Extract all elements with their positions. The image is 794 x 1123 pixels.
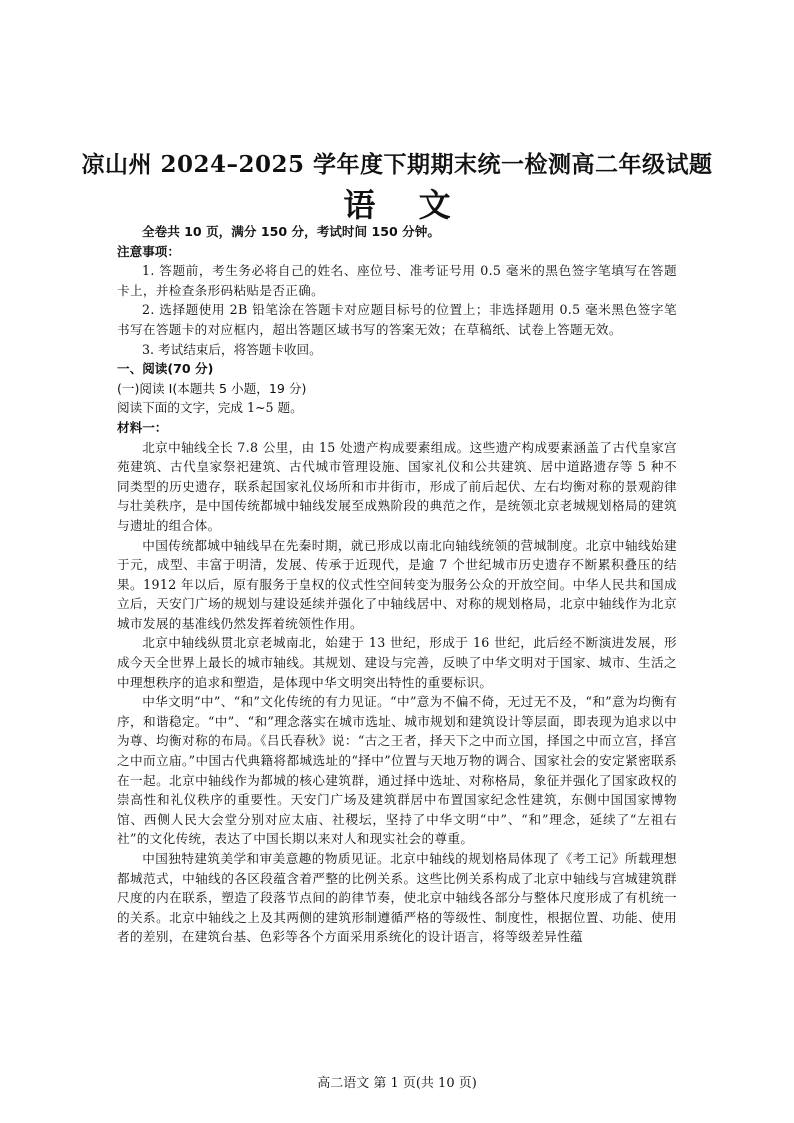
- section-subheading: (一)阅读 Ⅰ(本题共 5 小题，19 分): [117, 380, 307, 396]
- paragraph: 北京中轴线全长 7.8 公里，由 15 处遗产构成要素组成。这些遗产构成要素涵盖了古代皇家宫苑建筑、古代皇家祭祀建筑、古代城市管理设施、国家礼仪和公共建筑、居中道路遗存等 5 种不同类型的历史遗存，联系起国家礼仪场所和市井街市，形成了前后起伏、左右均衡对称的景观韵律与壮美秩序，是中国传统都城中轴线发展至成熟阶段的典范之作，是统领北京老城规划格局的建筑与遗址的组合体。: [117, 439, 677, 533]
- paragraph: 中华文明“中”、“和”文化传统的有力见证。“中”意为不偏不倚，无过无不及，“和”意为均衡有序，和谐稳定。“中”、“和”理念落实在城市选址、城市规划和建筑设计等层面，即表现为追求以中为尊、均衡对称的布局。《吕氏春秋》说：“古之王者，择天下之中而立国，择国之中而立宫，择宫之中而立庙。”中国古代典籍将都城选址的“择中”位置与天地万物的调合、国家社会的安定紧密联系在一起。北京中轴线作为都城的核心建筑群，通过择中选址、对称格局，象征并强化了国家政权的崇高性和礼仪秩序的重要性。天安门广场及建筑群居中布置国家纪念性建筑，东侧中国国家博物馆、西侧人民大会堂分别对应太庙、社稷坛，坚持了中华文明“中”、“和”理念，延续了“左祖右社”的文化传统，表达了中国长期以来对人和现实社会的尊重。: [117, 694, 677, 847]
- exam-info: 全卷共 10 页，满分 150 分，考试时间 150 分钟。: [142, 224, 440, 239]
- notice-heading: 注意事项：: [117, 243, 180, 259]
- paragraph: 中国独特建筑美学和审美意趣的物质见证。北京中轴线的规划格局体现了《考工记》所载理想都城范式，中轴线的各区段蕴含着严整的比例关系。这些比例关系构成了北京中轴线与宫城建筑群尺度的内在联系，塑造了段落节点间的韵律节奏，使北京中轴线各部分与整体尺度形成了有机统一的关系。北京中轴线之上及其两侧的建筑形制遵循严格的等级性、制度性，根据位置、功能、使用者的差别，在建筑台基、色彩等各个方面采用系统化的设计语言，将等级差异性蕴: [117, 851, 677, 945]
- paragraph: 中国传统都城中轴线早在先秦时期，就已形成以南北向轴线统领的营城制度。北京中轴线始建于元，成型、丰富于明清，发展、传承于近现代，是逾 7 个世纪城市历史遗存不断累积叠压的结果。1912 年以后，原有服务于皇权的仪式性空间转变为服务公众的开放空间。中华人民共和国成立后，天安门广场的规划与建设延续并强化了中轴线居中、对称的规划格局，北京中轴线作为北京城市发展的基准线仍然发挥着统领性作用。: [117, 537, 677, 631]
- page-body: [117, 222, 677, 947]
- subject-title: 语 文: [343, 186, 467, 224]
- notice-item-1: 1. 答题前，考生务必将自己的姓名、座位号、准考证号用 0.5 毫米的黑色签字笔填写在答题卡上，并检查条形码粘贴是否正确。: [117, 263, 677, 298]
- section-instruction: 阅读下面的文字，完成 1~5 题。: [117, 400, 303, 416]
- page-footer: 高二语文 第 1 页(共 10 页): [317, 1076, 477, 1091]
- notice-item-2: 2. 选择题使用 2B 铅笔涂在答题卡对应题目标号的位置上；非选择题用 0.5 毫米黑色签字笔书写在答题卡的对应框内，超出答题区域书写的答案无效；在草稿纸、试卷上答题无效。: [117, 302, 677, 337]
- section-heading: 一、阅读(70 分): [117, 361, 214, 377]
- material-label: 材料一：: [117, 419, 168, 435]
- paragraph: 北京中轴线纵贯北京老城南北，始建于 13 世纪，形成于 16 世纪，此后经不断演进发展，形成今天全世界上最长的城市轴线。其规划、建设与完善，反映了中华文明对于国家、城市、生活之中理想秩序的追求和塑造，是体现中华文明突出特性的重要标识。: [117, 635, 677, 690]
- exam-title: 凉山州 2024–2025 学年度下期期末统一检测高二年级试题: [81, 151, 713, 178]
- notice-item-3: 3. 考试结束后，将答题卡收回。: [142, 341, 322, 357]
